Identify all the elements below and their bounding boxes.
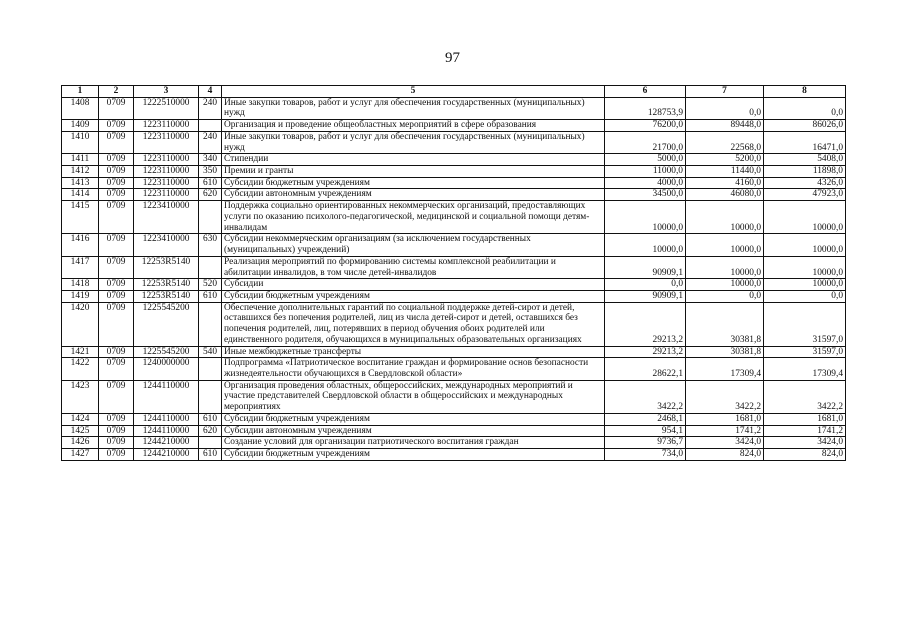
section-code-cell: 0709 [99, 120, 134, 132]
target-code-cell: 1225545200 [134, 302, 199, 346]
amount-col8-cell: 47923,0 [764, 189, 846, 201]
amount-col8-cell: 0,0 [764, 290, 846, 302]
amount-col8-cell: 86026,0 [764, 120, 846, 132]
amount-col7-cell: 0,0 [686, 290, 764, 302]
amount-col8-cell: 10000,0 [764, 256, 846, 278]
section-code-cell: 0709 [99, 425, 134, 437]
table-row [62, 290, 846, 302]
header-col-8: 8 [764, 86, 846, 98]
description-cell: Подпрограмма «Патриотическое воспитание граждан и формирование основ безопасности жизнедеятельности обучающихся в Свердловской области» [222, 358, 605, 380]
amount-col8-cell: 1681,0 [764, 413, 846, 425]
section-code-cell: 0709 [99, 131, 134, 153]
amount-col7-cell: 5200,0 [686, 154, 764, 166]
amount-col6-cell: 4000,0 [605, 177, 686, 189]
expense-type-cell: 630 [199, 234, 222, 256]
row-number-cell: 1412 [62, 166, 99, 178]
row-number-cell: 1417 [62, 256, 99, 278]
table-header-row [62, 86, 846, 98]
amount-col8-cell: 16471,0 [764, 131, 846, 153]
table-row [62, 346, 846, 358]
table-row [62, 120, 846, 132]
expense-type-cell: 540 [199, 346, 222, 358]
table-row [62, 358, 846, 380]
target-code-cell: 1244210000 [134, 449, 199, 461]
row-number-cell: 1424 [62, 413, 99, 425]
amount-col6-cell: 128753,9 [605, 97, 686, 119]
amount-col6-cell: 29213,2 [605, 302, 686, 346]
row-number-cell: 1425 [62, 425, 99, 437]
expense-type-cell: 610 [199, 449, 222, 461]
expense-type-cell [199, 302, 222, 346]
budget-table [61, 85, 846, 461]
row-number-cell: 1413 [62, 177, 99, 189]
row-number-cell: 1423 [62, 380, 99, 413]
section-code-cell: 0709 [99, 449, 134, 461]
section-code-cell: 0709 [99, 256, 134, 278]
amount-col8-cell: 10000,0 [764, 234, 846, 256]
target-code-cell: 1223110000 [134, 154, 199, 166]
table-row [62, 437, 846, 449]
section-code-cell: 0709 [99, 380, 134, 413]
description-cell: Реализация мероприятий по формированию системы комплексной реабилитации и абилитации инвалидов, в том числе детей-инвалидов [222, 256, 605, 278]
section-code-cell: 0709 [99, 290, 134, 302]
target-code-cell: 1244210000 [134, 437, 199, 449]
amount-col7-cell: 0,0 [686, 97, 764, 119]
section-code-cell: 0709 [99, 437, 134, 449]
amount-col6-cell: 90909,1 [605, 290, 686, 302]
expense-type-cell [199, 437, 222, 449]
row-number-cell: 1408 [62, 97, 99, 119]
expense-type-cell [199, 120, 222, 132]
header-col-4: 4 [199, 86, 222, 98]
target-code-cell: 12253R5140 [134, 290, 199, 302]
row-number-cell: 1426 [62, 437, 99, 449]
target-code-cell: 1225545200 [134, 346, 199, 358]
amount-col6-cell: 5000,0 [605, 154, 686, 166]
target-code-cell: 1222510000 [134, 97, 199, 119]
amount-col8-cell: 11898,0 [764, 166, 846, 178]
target-code-cell: 1223110000 [134, 189, 199, 201]
amount-col8-cell: 5408,0 [764, 154, 846, 166]
amount-col6-cell: 76200,0 [605, 120, 686, 132]
row-number-cell: 1427 [62, 449, 99, 461]
description-cell: Субсидии бюджетным учреждениям [222, 290, 605, 302]
amount-col6-cell: 10000,0 [605, 201, 686, 234]
amount-col6-cell: 10000,0 [605, 234, 686, 256]
amount-col8-cell: 10000,0 [764, 201, 846, 234]
section-code-cell: 0709 [99, 97, 134, 119]
expense-type-cell: 610 [199, 290, 222, 302]
amount-col7-cell: 4160,0 [686, 177, 764, 189]
amount-col8-cell: 4326,0 [764, 177, 846, 189]
amount-col8-cell: 31597,0 [764, 346, 846, 358]
row-number-cell: 1409 [62, 120, 99, 132]
section-code-cell: 0709 [99, 154, 134, 166]
section-code-cell: 0709 [99, 279, 134, 291]
amount-col6-cell: 29213,2 [605, 346, 686, 358]
row-number-cell: 1421 [62, 346, 99, 358]
description-cell: Создание условий для организации патриотического воспитания граждан [222, 437, 605, 449]
amount-col7-cell: 10000,0 [686, 279, 764, 291]
amount-col7-cell: 10000,0 [686, 201, 764, 234]
expense-type-cell [199, 201, 222, 234]
expense-type-cell: 240 [199, 97, 222, 119]
description-cell: Субсидии бюджетным учреждениям [222, 413, 605, 425]
table-row [62, 166, 846, 178]
amount-col8-cell: 17309,4 [764, 358, 846, 380]
row-number-cell: 1410 [62, 131, 99, 153]
amount-col7-cell: 3422,2 [686, 380, 764, 413]
description-cell: Субсидии [222, 279, 605, 291]
header-col-2: 2 [99, 86, 134, 98]
expense-type-cell: 610 [199, 177, 222, 189]
section-code-cell: 0709 [99, 346, 134, 358]
expense-type-cell: 520 [199, 279, 222, 291]
header-col-7: 7 [686, 86, 764, 98]
amount-col7-cell: 1741,2 [686, 425, 764, 437]
target-code-cell: 12253R5140 [134, 256, 199, 278]
target-code-cell: 1244110000 [134, 380, 199, 413]
target-code-cell: 1223410000 [134, 234, 199, 256]
amount-col6-cell: 3422,2 [605, 380, 686, 413]
target-code-cell: 1223110000 [134, 177, 199, 189]
section-code-cell: 0709 [99, 189, 134, 201]
expense-type-cell [199, 256, 222, 278]
expense-type-cell [199, 358, 222, 380]
table-row [62, 256, 846, 278]
description-cell: Иные закупки товаров, работ и услуг для обеспечения государственных (муниципальных) нужд [222, 97, 605, 119]
description-cell: Организация и проведение общеобластных мероприятий в сфере образования [222, 120, 605, 132]
amount-col6-cell: 90909,1 [605, 256, 686, 278]
section-code-cell: 0709 [99, 302, 134, 346]
table-row [62, 449, 846, 461]
row-number-cell: 1422 [62, 358, 99, 380]
description-cell: Субсидии бюджетным учреждениям [222, 449, 605, 461]
expense-type-cell: 350 [199, 166, 222, 178]
table-row [62, 201, 846, 234]
amount-col7-cell: 30381,8 [686, 346, 764, 358]
amount-col7-cell: 1681,0 [686, 413, 764, 425]
expense-type-cell: 610 [199, 413, 222, 425]
description-cell: Субсидии автономным учреждениям [222, 189, 605, 201]
target-code-cell: 1244110000 [134, 413, 199, 425]
description-cell: Субсидии некоммерческим организациям (за исключением государственных (муниципальных) учреждений) [222, 234, 605, 256]
table-row [62, 234, 846, 256]
amount-col6-cell: 0,0 [605, 279, 686, 291]
table-row [62, 425, 846, 437]
page-number: 97 [445, 50, 460, 66]
amount-col7-cell: 89448,0 [686, 120, 764, 132]
amount-col7-cell: 46080,0 [686, 189, 764, 201]
row-number-cell: 1415 [62, 201, 99, 234]
amount-col8-cell: 0,0 [764, 97, 846, 119]
target-code-cell: 12253R5140 [134, 279, 199, 291]
row-number-cell: 1420 [62, 302, 99, 346]
section-code-cell: 0709 [99, 166, 134, 178]
amount-col6-cell: 11000,0 [605, 166, 686, 178]
section-code-cell: 0709 [99, 358, 134, 380]
header-col-1: 1 [62, 86, 99, 98]
expense-type-cell: 620 [199, 425, 222, 437]
amount-col7-cell: 10000,0 [686, 234, 764, 256]
table-row [62, 413, 846, 425]
amount-col7-cell: 10000,0 [686, 256, 764, 278]
amount-col8-cell: 824,0 [764, 449, 846, 461]
amount-col8-cell: 1741,2 [764, 425, 846, 437]
table-row [62, 177, 846, 189]
amount-col8-cell: 10000,0 [764, 279, 846, 291]
description-cell: Премии и гранты [222, 166, 605, 178]
target-code-cell: 1223110000 [134, 131, 199, 153]
amount-col7-cell: 824,0 [686, 449, 764, 461]
row-number-cell: 1414 [62, 189, 99, 201]
amount-col7-cell: 17309,4 [686, 358, 764, 380]
amount-col6-cell: 734,0 [605, 449, 686, 461]
amount-col6-cell: 9736,7 [605, 437, 686, 449]
target-code-cell: 1223410000 [134, 201, 199, 234]
table-row [62, 380, 846, 413]
description-cell: Поддержка социально ориентированных некоммерческих организаций, предоставляющих услуги по оказанию психолого-педагогической, медицинской и социальной помощи детям-инвалидам [222, 201, 605, 234]
amount-col7-cell: 11440,0 [686, 166, 764, 178]
description-cell: Обеспечение дополнительных гарантий по социальной поддержке детей-сирот и детей, оставшихся без попечения родителей, лиц из числа детей-сирот и детей, оставшихся без попечения родителей, лиц, потерявших в период обучения обоих родителей или единственного родителя, обучающихся в муниципальных образовательных организациях [222, 302, 605, 346]
amount-col7-cell: 30381,8 [686, 302, 764, 346]
amount-col7-cell: 22568,0 [686, 131, 764, 153]
target-code-cell: 1223110000 [134, 120, 199, 132]
expense-type-cell [199, 380, 222, 413]
amount-col6-cell: 2468,1 [605, 413, 686, 425]
description-cell: Субсидии автономным учреждениям [222, 425, 605, 437]
row-number-cell: 1419 [62, 290, 99, 302]
header-col-5: 5 [222, 86, 605, 98]
amount-col8-cell: 31597,0 [764, 302, 846, 346]
amount-col6-cell: 954,1 [605, 425, 686, 437]
table-row [62, 279, 846, 291]
description-cell: Иные закупки товаров, работ и услуг для обеспечения государственных (муниципальных) нужд [222, 131, 605, 153]
table-row [62, 189, 846, 201]
header-col-6: 6 [605, 86, 686, 98]
row-number-cell: 1416 [62, 234, 99, 256]
expense-type-cell: 240 [199, 131, 222, 153]
amount-col6-cell: 34500,0 [605, 189, 686, 201]
description-cell: Стипендии [222, 154, 605, 166]
description-cell: Иные межбюджетные трансферты [222, 346, 605, 358]
section-code-cell: 0709 [99, 201, 134, 234]
section-code-cell: 0709 [99, 234, 134, 256]
amount-col6-cell: 21700,0 [605, 131, 686, 153]
amount-col8-cell: 3424,0 [764, 437, 846, 449]
section-code-cell: 0709 [99, 177, 134, 189]
amount-col8-cell: 3422,2 [764, 380, 846, 413]
header-col-3: 3 [134, 86, 199, 98]
expense-type-cell: 340 [199, 154, 222, 166]
expense-type-cell: 620 [199, 189, 222, 201]
description-cell: Субсидии бюджетным учреждениям [222, 177, 605, 189]
table-row [62, 154, 846, 166]
target-code-cell: 1240000000 [134, 358, 199, 380]
amount-col6-cell: 28622,1 [605, 358, 686, 380]
table-row [62, 302, 846, 346]
amount-col7-cell: 3424,0 [686, 437, 764, 449]
table-body [62, 97, 846, 460]
section-code-cell: 0709 [99, 413, 134, 425]
row-number-cell: 1411 [62, 154, 99, 166]
description-cell: Организация проведения областных, общероссийских, международных мероприятий и участие представителей Свердловской области в общероссийских и международных мероприятиях [222, 380, 605, 413]
target-code-cell: 1223110000 [134, 166, 199, 178]
table-row [62, 97, 846, 119]
table-row [62, 131, 846, 153]
row-number-cell: 1418 [62, 279, 99, 291]
target-code-cell: 1244110000 [134, 425, 199, 437]
